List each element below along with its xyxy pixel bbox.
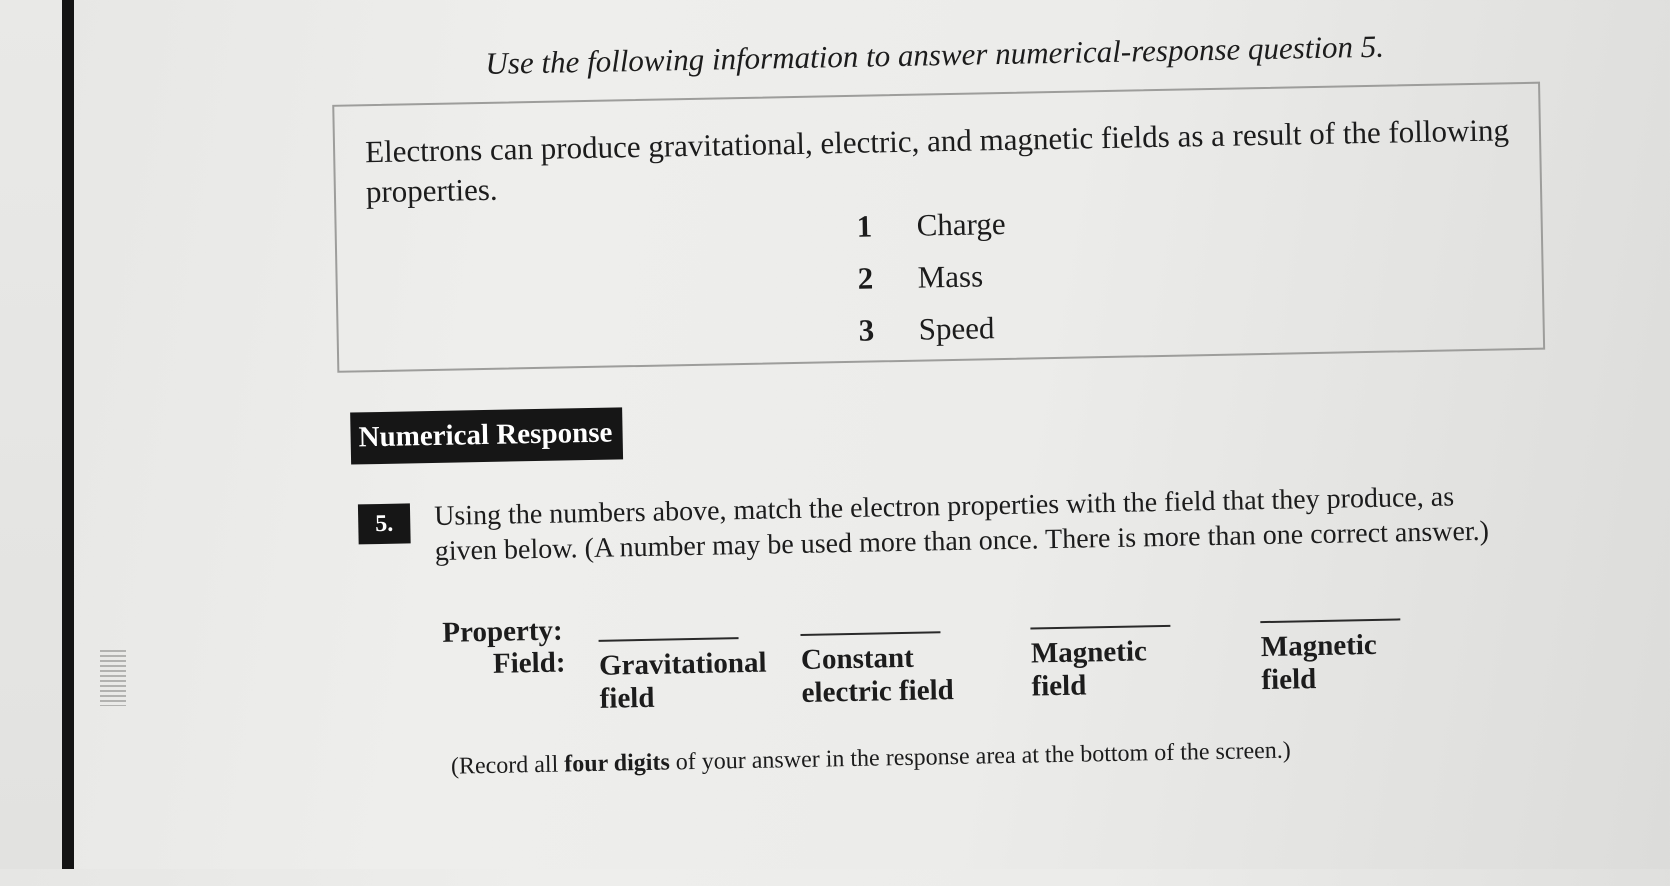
answer-blank-1[interactable] [599,637,739,642]
record-instruction [451,738,1291,781]
answer-blank-2[interactable] [800,631,940,636]
note-bold: four digits [563,749,671,778]
information-box [332,82,1545,373]
question-text: Using the numbers above, match the electron properties with the field that they produce, as given below. (A number may be used more than once. There is more than one correct answer.) [433,481,1490,567]
field-label-3 [1031,635,1148,703]
info-text: Electrons can produce gravitational, electric, and magnetic fields as a result of the following properties. [364,112,1510,210]
field-label-line: Magnetic [1260,628,1378,664]
answer-blank-4[interactable] [1260,618,1400,623]
field-label-line: field [1031,669,1087,703]
field-label-2 [801,641,954,710]
field-label-line: electric field [801,674,955,709]
section-header: Numerical Response [350,407,623,464]
intro-instruction: Use the following information to answer numerical-response question 5. [485,28,1385,81]
field-row-label: Field: [492,646,566,680]
property-number: 3 [858,312,875,348]
field-label-line: field [1261,663,1317,697]
property-row-label: Property: [442,614,563,649]
field-label-line: Gravitational [598,646,767,682]
property-label: Mass [917,258,984,295]
question-number-badge: 5. [358,503,411,544]
property-item [858,302,1008,357]
field-label-4 [1261,629,1378,697]
note-suffix: of your answer in the response area at the bottom of the screen.) [669,737,1292,776]
answer-blank-3[interactable] [1030,625,1170,630]
property-list [856,198,1008,357]
note-prefix: (Record all [450,751,565,780]
property-label: Charge [916,205,1006,243]
property-item [857,250,1007,305]
property-label: Speed [918,310,995,347]
property-item [856,198,1006,253]
property-number: 1 [856,208,873,244]
property-number: 2 [857,260,874,296]
field-label-line: field [599,681,655,715]
field-label-line: Constant [800,641,915,676]
field-label-line: Magnetic [1030,635,1148,670]
field-label-1 [599,647,768,716]
